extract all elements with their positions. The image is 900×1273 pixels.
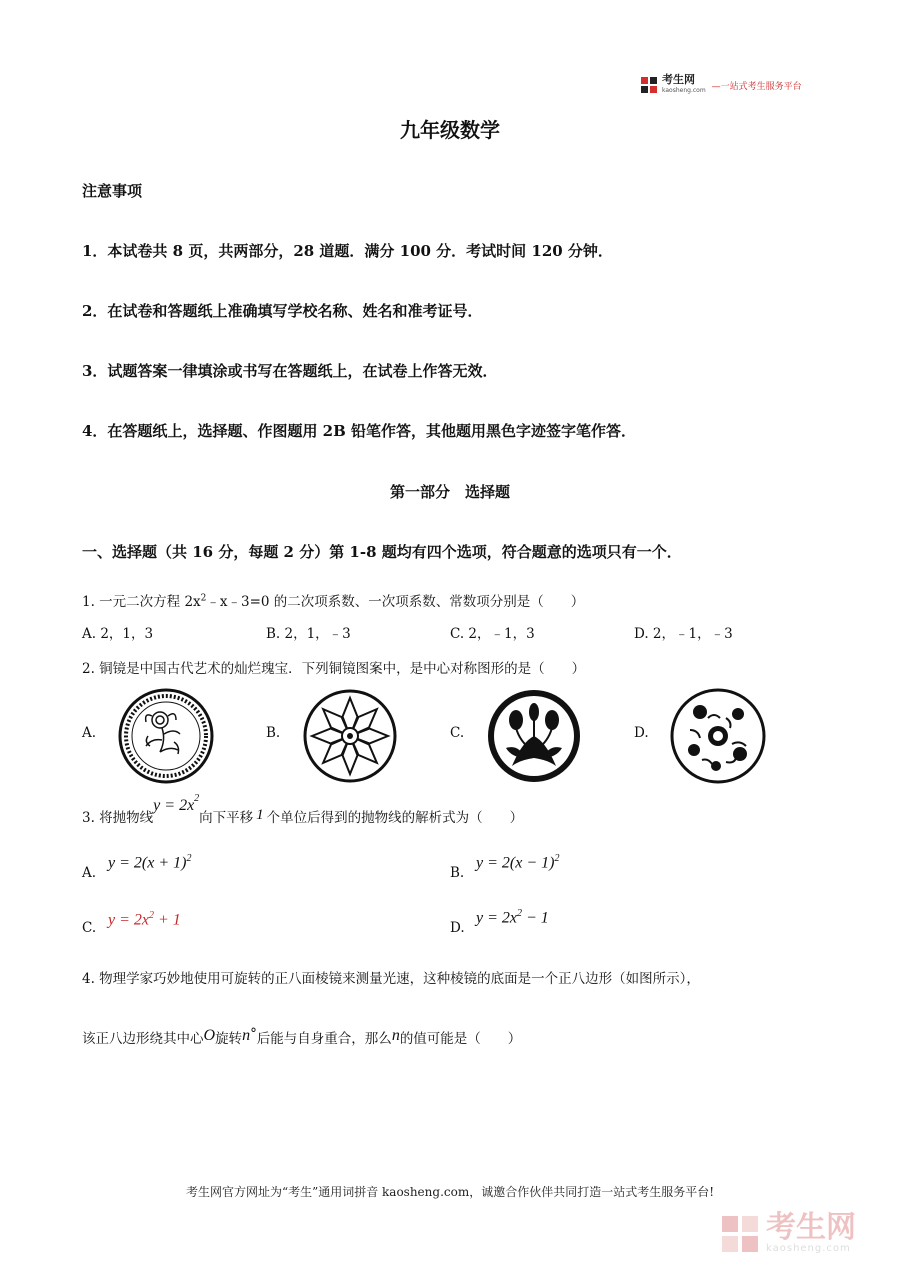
- question-3-option-d-formula[interactable]: $y = 2x^2 - 1$: [476, 908, 549, 927]
- watermark: [720, 1210, 856, 1255]
- question-2-option-a-label[interactable]: A.: [82, 725, 97, 741]
- question-1-option-d[interactable]: D. 2，﹣1，﹣3: [634, 626, 733, 642]
- footer-text: 考生网官方网址为“考生”通用词拼音 kaosheng.com，诚邀合作伙伴共同打造一站式考生服务平台!: [185, 1185, 715, 1199]
- notice-item-4: 4．在答题纸上，选择题、作图题用 2B 铅笔作答，其他题用黑色字迹签字笔作答．: [82, 422, 637, 440]
- logo-domain: kaosheng.com: [662, 87, 706, 94]
- question-1-option-c[interactable]: C. 2，﹣1，3: [450, 626, 535, 642]
- watermark-text: 考生网 kaosheng.com: [766, 1210, 856, 1254]
- header-logo: [640, 72, 810, 98]
- question-1-option-b[interactable]: B. 2，1，﹣3: [266, 626, 351, 642]
- question-3-option-b-label[interactable]: B.: [450, 865, 465, 881]
- question-2-option-c-label[interactable]: C.: [450, 725, 465, 741]
- question-2-option-d-label[interactable]: D.: [634, 725, 649, 741]
- watermark-logo-icon: [720, 1214, 760, 1254]
- question-2-stem: 2. 铜镜是中国古代艺术的灿烂瑰宝．下列铜镜图案中，是中心对称图形的是（ ）: [82, 661, 586, 677]
- question-3-option-c-label[interactable]: C.: [82, 920, 97, 936]
- question-1-option-a[interactable]: A. 2，1，3: [82, 626, 154, 642]
- part-title: 第一部分 选择题: [389, 483, 510, 501]
- notice-item-3: 3．试题答案一律填涂或书写在答题纸上，在试卷上作答无效．: [82, 362, 498, 380]
- watermark-domain: kaosheng.com: [766, 1243, 851, 1254]
- question-3-option-a-formula[interactable]: $y = 2(x + 1)^2$: [108, 853, 192, 872]
- question-3-option-d-label[interactable]: D.: [450, 920, 465, 936]
- mirror-b-image[interactable]: [302, 688, 398, 784]
- notice-item-1: 1．本试卷共 8 页，共两部分，28 道题．满分 100 分．考试时间 120 分钟．: [82, 242, 613, 260]
- question-4-line-2: 该正八边形绕其中心O旋转n°后能与自身重合，那么n的值可能是（ ）: [82, 1026, 522, 1047]
- notice-heading: 注意事项: [82, 182, 143, 200]
- question-3-option-b-formula[interactable]: $y = 2(x - 1)^2$: [476, 853, 560, 872]
- question-3-option-a-label[interactable]: A.: [82, 865, 97, 881]
- question-3-option-c-formula[interactable]: $y = 2x^2 + 1$: [108, 910, 181, 929]
- question-4-line-1: 4. 物理学家巧妙地使用可旋转的正八面棱镜来测量光速，这种棱镜的底面是一个正八边形（如图所示），: [82, 971, 700, 987]
- logo-slogan: —一站式考生服务平台: [711, 81, 802, 92]
- mirror-a-image[interactable]: [118, 688, 214, 784]
- question-2-option-b-label[interactable]: B.: [266, 725, 281, 741]
- kaosheng-logo-icon: [640, 76, 658, 94]
- section-title: 一、选择题（共 16 分，每题 2 分）第 1-8 题均有四个选项，符合题意的选项只有一个．: [82, 543, 682, 561]
- mirror-d-image[interactable]: [670, 688, 766, 784]
- mirror-c-image[interactable]: [486, 688, 582, 784]
- logo-brand: 考生网 kaosheng.com: [662, 73, 706, 94]
- question-1-stem: 1. 一元二次方程 $2x^2﹣x﹣3=0$ 的二次项系数、一次项系数、常数项分别是（ ）: [82, 593, 585, 610]
- notice-item-2: 2．在试卷和答题纸上准确填写学校名称、姓名和准考证号．: [82, 302, 483, 320]
- question-3-stem: 3. 将抛物线$y = 2x^2$向下平移 1 个单位后得到的抛物线的解析式为（ ）: [82, 792, 524, 826]
- page-title: 九年级数学: [400, 118, 500, 142]
